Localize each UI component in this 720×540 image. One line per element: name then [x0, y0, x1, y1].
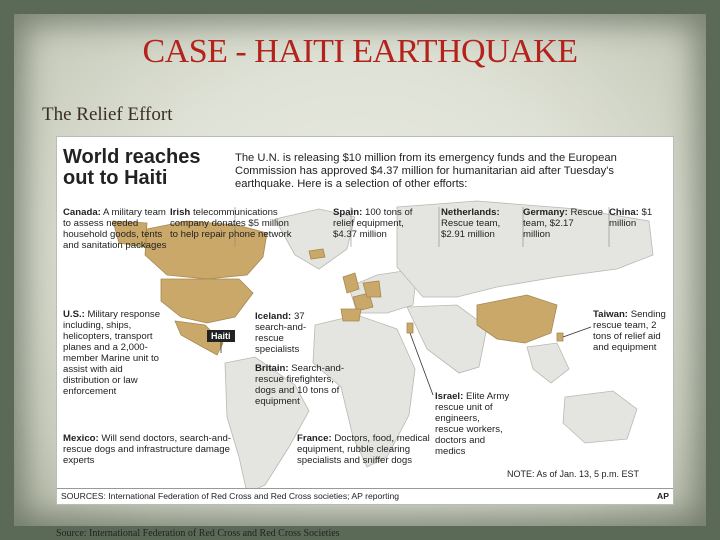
- note-britain: [255, 363, 349, 407]
- note-israel: [435, 391, 511, 457]
- note-taiwan-text: Sending rescue team, 2 tons of relief aid and equipment: [593, 309, 666, 353]
- note-france-name: France:: [297, 433, 332, 444]
- note-britain-name: Britain:: [255, 363, 289, 374]
- australia-landmass: [563, 391, 637, 443]
- note-irish-name: Irish: [170, 207, 191, 218]
- headline-line-2: out to Haiti: [63, 167, 168, 189]
- slide-source-footer: Source: International Federation of Red Cross and Red Cross Societies: [56, 528, 340, 539]
- note-france-text: Doctors, food, medical equipment, rubble clearing specialists and sniffer dogs: [297, 433, 430, 466]
- note-netherlands: [441, 207, 521, 240]
- note-iceland-name: Iceland:: [255, 311, 292, 322]
- figure-headline: [63, 147, 200, 189]
- note-mexico: [63, 433, 251, 466]
- note-irish-text: telecommunications company donates $5 million to help repair phone network: [170, 207, 292, 240]
- note-us-text: Military response including, ships, helicopters, transport planes and a 2,000-member Marine unit to assist with aid distribution or law enforcement: [63, 309, 161, 397]
- note-israel-text: Elite Army rescue unit of engineers, rescue workers, doctors and medics: [435, 391, 510, 457]
- usa-shape: [161, 279, 253, 323]
- note-netherlands-name: Netherlands:: [441, 207, 500, 218]
- note-taiwan: [593, 309, 671, 353]
- relief-map-figure: [56, 136, 674, 505]
- haiti-label: Haiti: [207, 330, 235, 342]
- note-irish: [170, 207, 294, 240]
- note-china-name: China:: [609, 207, 639, 218]
- china-shape: [477, 295, 557, 343]
- note-spain-name: Spain:: [333, 207, 363, 218]
- note-france: [297, 433, 437, 466]
- note-germany-text: Rescue team, $2.17 million: [523, 207, 603, 240]
- note-germany-name: Germany:: [523, 207, 568, 218]
- headline-line-1: World reaches: [63, 146, 201, 168]
- note-netherlands-text: Rescue team, $2.91 million: [441, 218, 501, 240]
- note-spain: [333, 207, 421, 240]
- note-iceland: [255, 311, 327, 355]
- note-china: [609, 207, 671, 229]
- note-canada-name: Canada:: [63, 207, 101, 218]
- figure-source-bar: [57, 488, 673, 504]
- southeast-asia-landmass: [527, 343, 569, 383]
- slide-title: CASE - HAITI EARTHQUAKE: [142, 33, 578, 70]
- note-taiwan-name: Taiwan:: [593, 309, 629, 320]
- note-mexico-text: Will send doctors, search-and-rescue dogs and infrastructure damage experts: [63, 433, 231, 466]
- note-israel-name: Israel:: [435, 391, 464, 402]
- note-iceland-text: 37 search-and-rescue specialists: [255, 311, 307, 355]
- note-canada-text: A military team to assess needed household goods, tents and sanitation packages: [63, 207, 167, 251]
- middle-east-india-landmass: [407, 305, 487, 373]
- ap-credit: AP: [657, 491, 669, 501]
- note-spain-text: 100 tons of relief equipment, $4.37 million: [333, 207, 413, 240]
- slide-subtitle: The Relief Effort: [42, 104, 173, 125]
- figure-intro: The U.N. is releasing $10 million from its emergency funds and the European Commission has approved $4.37 million for humanitarian aid after Tuesday's earthquake. Here is a selection of other efforts:: [235, 152, 617, 190]
- spain-shape: [341, 309, 361, 321]
- taiwan-shape: [557, 333, 563, 341]
- note-us-name: U.S.:: [63, 309, 85, 320]
- taiwan-leader-line: [563, 327, 591, 337]
- note-mexico-name: Mexico:: [63, 433, 99, 444]
- note-germany: [523, 207, 603, 240]
- note-china-text: $1 million: [609, 207, 653, 229]
- iceland-shape: [309, 249, 325, 259]
- note-canada: [63, 207, 169, 251]
- note-us: [63, 309, 165, 397]
- israel-shape: [407, 323, 413, 333]
- ireland-britain-shape: [343, 273, 359, 293]
- figure-sources: SOURCES: International Federation of Red Cross and Red Cross societies; AP reporting: [61, 491, 400, 501]
- note-britain-text: Search-and-rescue firefighters, dogs and 10 tons of equipment: [255, 363, 345, 407]
- as-of-note: NOTE: As of Jan. 13, 5 p.m. EST: [507, 469, 640, 479]
